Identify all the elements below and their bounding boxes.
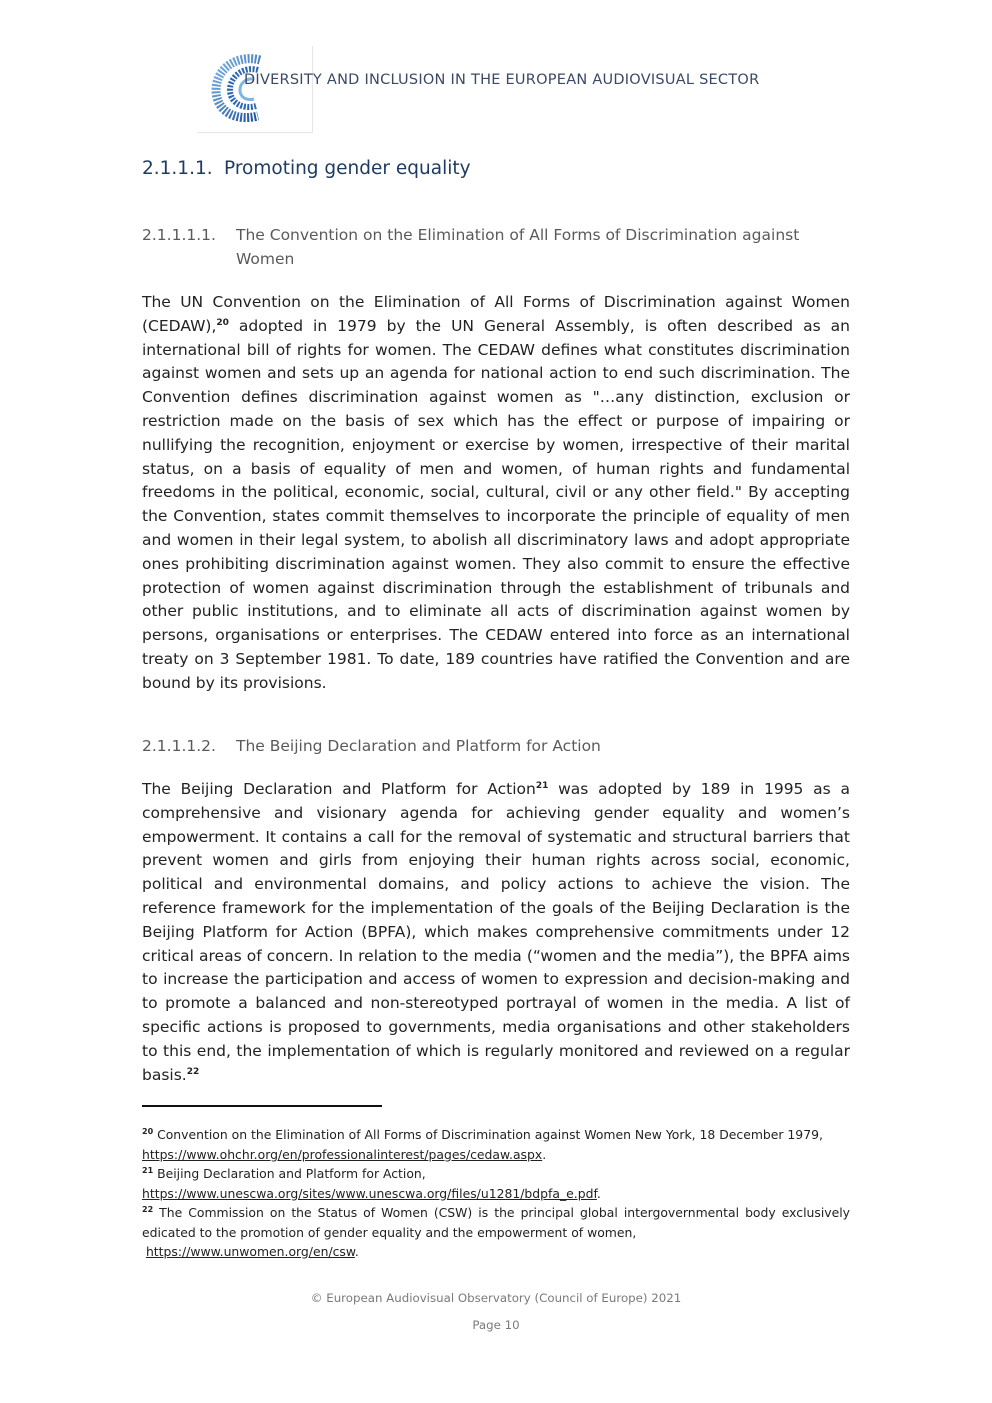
footnote-link[interactable]: https://www.ohchr.org/en/professionalinterest/pages/cedaw.aspx: [142, 1146, 543, 1162]
footnote-number: 21: [142, 1166, 154, 1175]
document-header-title: DIVERSITY AND INCLUSION IN THE EUROPEAN AUDIOVISUAL SECTOR: [244, 72, 760, 88]
observatory-logo-icon: [208, 52, 274, 124]
footnote-ref-22[interactable]: 22: [186, 1066, 200, 1077]
logo: [198, 46, 313, 133]
footnote-body: Beijing Declaration and Platform for Action,: [153, 1166, 426, 1181]
paragraph-text: The UN Convention on the Elimination of All Forms of Discrimination against Women (CEDAW),: [142, 293, 850, 335]
footnote-divider: [142, 1105, 382, 1107]
footnote-ref-21[interactable]: 21: [535, 781, 549, 791]
footnote-number: 20: [142, 1127, 154, 1136]
footnote-text: [142, 1203, 850, 1242]
footnote-ref-20[interactable]: 20: [216, 317, 229, 328]
footnote-number: 22: [142, 1205, 154, 1214]
footnote-20: [142, 1125, 850, 1164]
page-number: Page 10: [472, 1318, 520, 1332]
section-heading: [142, 158, 471, 179]
footnote-tail: .: [354, 1244, 359, 1259]
footer-copyright: © European Audiovisual Observatory (Council of Europe) 2021: [310, 1291, 682, 1305]
footnote-tail: .: [542, 1146, 547, 1162]
paragraph-text: was adopted by 189 in 1995 as a comprehensive and visionary agenda for achieving gender equality and women’s empowerment. It contains a call for the removal of systematic and structural barriers that prevent women and girls from enjoying their human rights across social, economic, political and environmental domains, and policy actions to achieve the vision. The reference framework for the implementation of the goals of the Beijing Declaration is the Beijing Platform for Action (BPFA), which makes comprehensive commitments under 12 critical areas of concern. In relation to the media (“women and the media”), the BPFA aims to increase the participation and access of women to expression and decision-making and to promote a balanced and non-stereotyped portrayal of women in the media. A list of specific actions is proposed to governments, media organisations and other stakeholders to this end, the implementation of which is regularly monitored and reviewed on a regular basis.: [142, 780, 850, 1084]
footnote-text: [142, 1164, 850, 1184]
footnote-22: [142, 1203, 850, 1262]
section-title: Promoting gender equality: [224, 158, 471, 179]
footnote-21: [142, 1164, 850, 1203]
footnotes: [142, 1125, 850, 1262]
subsection-title: The Convention on the Elimination of All Forms of Discrimination against Women: [236, 226, 800, 268]
paragraph-text: The Beijing Declaration and Platform for Action: [142, 780, 536, 798]
footnote-link[interactable]: https://www.unwomen.org/en/csw: [145, 1244, 355, 1259]
footnote-body: Convention on the Elimination of All Forms of Discrimination against Women New York, 18 December 1979,: [153, 1127, 823, 1142]
subsection-number: 2.1.1.1.1.: [142, 226, 216, 244]
footnote-body: The Commission on the Status of Women (CSW) is the principal global intergovernmental body exclusively edicated to the promotion of gender equality and the empowerment of women,: [142, 1205, 850, 1240]
subsection-heading-beijing: [142, 734, 836, 758]
paragraph-beijing: [142, 778, 850, 1087]
subsection-heading-cedaw: [142, 223, 836, 271]
footnote-tail: .: [596, 1185, 601, 1201]
paragraph-cedaw: [142, 291, 850, 696]
paragraph-text: adopted in 1979 by the UN General Assembly, is often described as an international bill of rights for women. The CEDAW defines what constitutes discrimination against women and sets up an agenda for national action to end such discrimination. The Convention defines discrimination against women as "…any distinction, exclusion or restriction made on the basis of sex which has the effect or purpose of impairing or nullifying the recognition, enjoyment or exercise by women, irrespective of their marital status, on a basis of equality of men and women, of human rights and fundamental freedoms in the political, economic, social, cultural, civil or any other field." By accepting the Convention, states commit themselves to incorporate the principle of equality of men and women in their legal system, to abolish all discriminatory laws and adopt appropriate ones prohibiting discrimination against women. They also commit to ensure the effective protection of women against discrimination through the establishment of tribunals and other public institutions, and to eliminate all acts of discrimination against women by persons, organisations or enterprises. The CEDAW entered into force as an international treaty on 3 September 1981. To date, 189 countries have ratified the Convention and are bound by its provisions.: [142, 316, 850, 692]
footnote-link[interactable]: https://www.unescwa.org/sites/www.unescwa.org/files/u1281/bdpfa_e.pdf: [142, 1185, 597, 1201]
subsection-number: 2.1.1.1.2.: [142, 737, 216, 755]
subsection-title: The Beijing Declaration and Platform for Action: [236, 737, 601, 755]
footnote-text: [142, 1125, 850, 1145]
section-number: 2.1.1.1.: [142, 158, 213, 179]
